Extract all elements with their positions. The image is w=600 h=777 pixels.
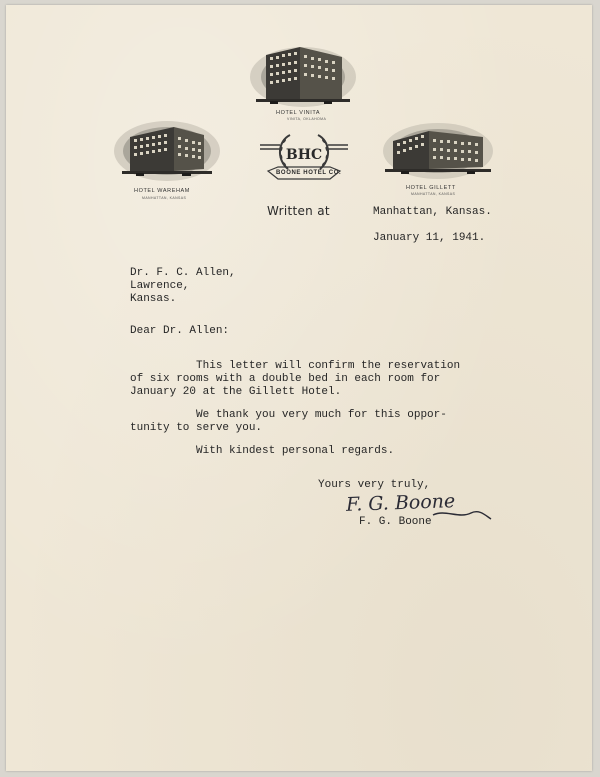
hotel-vinita-location: VINITA, OKLAHOMA xyxy=(287,117,327,121)
hotel-vinita-caption: HOTEL VINITA xyxy=(276,110,321,116)
hotel-wareham-image xyxy=(112,107,222,185)
closing: Yours very truly, xyxy=(318,479,431,491)
logo-monogram: BHC xyxy=(285,147,323,163)
letter-place: Manhattan, Kansas. xyxy=(373,206,492,218)
signature: F. G. Boone xyxy=(345,490,456,516)
body-line: tunity to serve you. xyxy=(130,422,263,434)
company-name: BOONE HOTEL CO. xyxy=(276,170,342,176)
hotel-gillett-caption: HOTEL GILLETT xyxy=(406,185,456,191)
recipient-line: Kansas. xyxy=(130,293,177,305)
hotel-gillett-image xyxy=(381,113,495,183)
hotel-gillett-location: MANHATTAN, KANSAS xyxy=(411,192,456,196)
typed-name: F. G. Boone xyxy=(359,516,432,528)
letter-date: January 11, 1941. xyxy=(373,232,486,244)
body-line: We thank you very much for this oppor- xyxy=(130,409,447,421)
written-at-label: Written at xyxy=(267,204,330,218)
signature-flourish xyxy=(431,505,493,525)
hotel-wareham-location: MANHATTAN, KANSAS xyxy=(142,196,187,200)
boone-hotel-logo xyxy=(258,129,350,185)
body-line: This letter will confirm the reservation xyxy=(130,360,461,372)
body-line: January 20 at the Gillett Hotel. xyxy=(130,386,342,398)
hotel-wareham-caption: HOTEL WAREHAM xyxy=(134,188,190,194)
recipient-line: Lawrence, xyxy=(130,280,190,292)
salutation: Dear Dr. Allen: xyxy=(130,325,230,337)
body-line: of six rooms with a double bed in each room for xyxy=(130,373,441,385)
body-line: With kindest personal regards. xyxy=(130,445,395,457)
letter-page xyxy=(6,5,592,771)
hotel-vinita-image xyxy=(248,41,358,111)
recipient-line: Dr. F. C. Allen, xyxy=(130,267,236,279)
